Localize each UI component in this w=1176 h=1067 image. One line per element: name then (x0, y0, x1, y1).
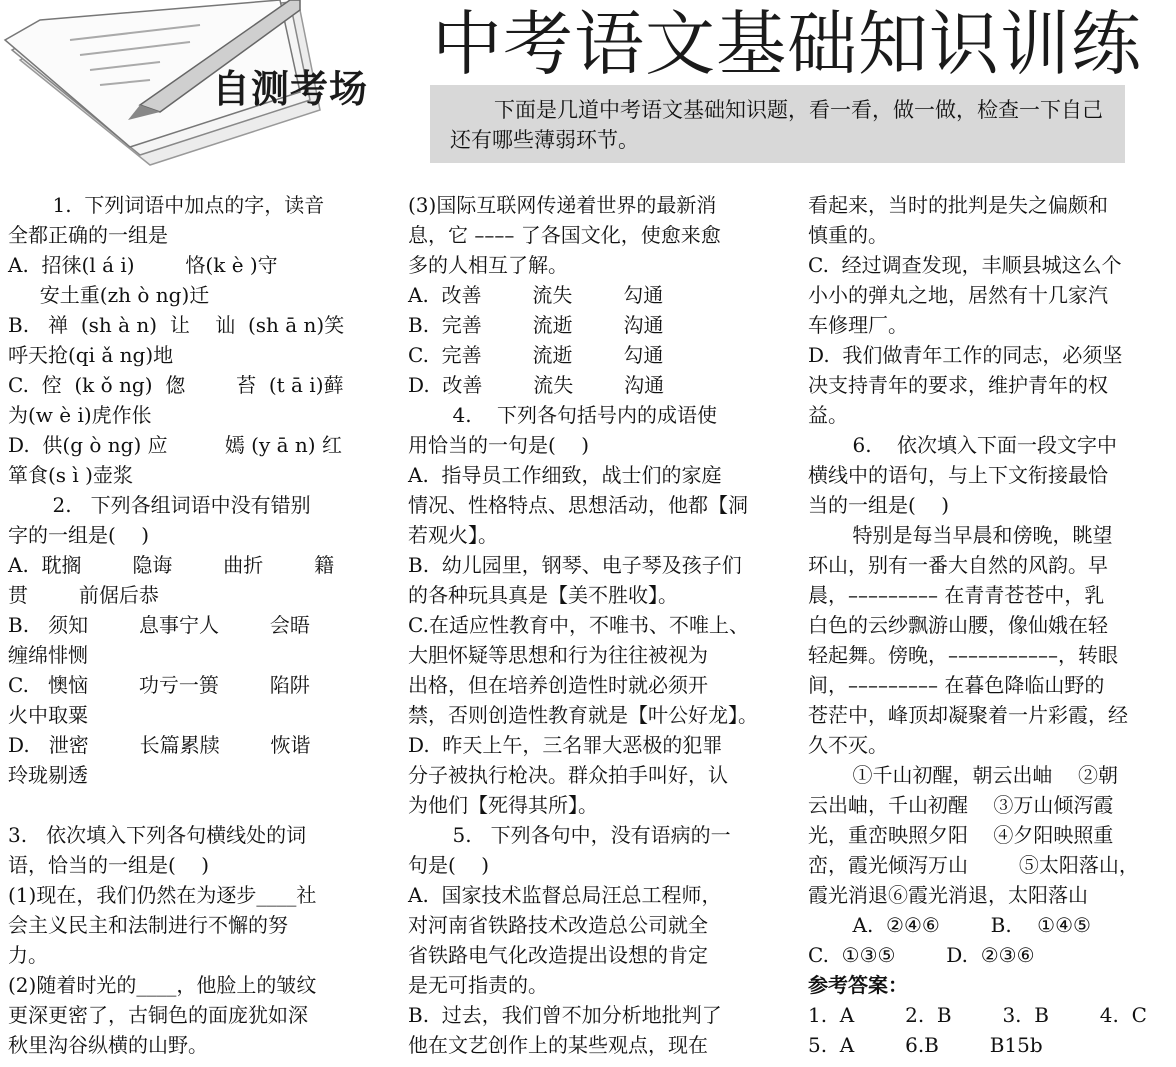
answers-line-2: 5. A 6.B B15b (808, 1033, 1043, 1057)
intro-box (430, 85, 1125, 163)
intro-text: 下面是几道中考语文基础知识题，看一看，做一做，检查一下自己还有哪些薄弱环节。 (450, 98, 1103, 152)
section-label: 自测考场 (212, 67, 369, 111)
column-2: (3)国际互联网传递着世界的最新消 息，它 –––– 了各国文化，使愈来愈 多的人相互了解。 A. 改善 流失 勾通 B. 完善 流逝 沟通 C. 完善 流逝 勾通 D. 改善 流失 沟通 4. 下列各句括号内的成语使 用恰当的一句是( ) A. 指导员工作细致，战士们的家庭 情况、性格特点、思想活动，他都【洞 若观火】。 B. 幼儿园里，钢琴、电子琴及孩子们 的各种玩具真是【美不胜收】。 C.在适应性教育中，不唯书、不唯上、 大胆怀疑等思想和行为往往被视为 出格，但在培养创造性时就必须开 禁，否则创造性教育就是【叶公好龙】。 D. 昨天上午，三名罪大恶极的犯罪 分子被执行枪决。群众拍手叫好，认 为他们【死得其所】。 5. 下列各句中，没有语病的一 句是( ) A. 国家技术监督总局汪总工程师， 对河南省铁路技术改造总公司就全 省铁路电气化改造提出设想的肯定 是无可指责的。 B. 过去，我们曾不加分析地批判了 他在文艺创作上的某些观点，现在 (408, 193, 758, 1057)
answers-title: 参考答案： (808, 973, 908, 997)
column-3-text: 看起来，当时的批判是失之偏颇和 慎重的。 C. 经过调查发现，丰顺县城这么个 小小的弹丸之地，居然有十几家汽 车修理厂。 D. 我们做青年工作的同志，必须坚 决支持青年的要求，维护青年的权 益。 6. 依次填入下面一段文字中 横线中的语句，与上下文衔接最恰 当的一组是( ) 特别是每当早晨和傍晚，眺望 环山，别有一番大自然的风韵。早 晨，––––––––– 在青青苍苍中，乳 白色的云纱飘游山腰，像仙娥在轻 轻起舞。傍晚，–––––––––––，转眼 间，––––––––– 在暮色降临山野的 苍茫中，峰顶却凝聚着一片彩霞，经 久不灭。 ①千山初醒，朝云出岫 ②朝 云出岫，千山初醒 ③万山倾泻霞 光，重峦映照夕阳 ④夕阳映照重 峦，霞光倾泻万山 ⑤太阳落山， 霞光消退⑥霞光消退，太阳落山 A. ②④⑥ B. ①④⑤ C. ①③⑤ D. ②③⑥ (808, 193, 1139, 967)
column-1: 1. 下列词语中加点的字，读音 全都正确的一组是 A. 招徕(l á i) 恪(k è )守 安土重(zh ò ng)迁 B. 禅 (sh à n) 让 讪 (sh ā n)笑 呼天抢(qi ǎ ng)地 C. 倥 (k ǒ ng) 偬 苔 (t ā i)藓 为(w è i)虎作伥 D. 供(g ò ng) 应 嫣 (y ā n) 红 箪食(s ì )壶浆 2. 下列各组词语中没有错别 字的一组是( ) A. 耽搁 隐诲 曲折 籍 贯 前倨后恭 B. 须知 息事宁人 会晤 缠绵悱恻 C. 懊恼 功亏一篑 陷阱 火中取粟 D. 泄密 长篇累牍 恢谐 玲珑剔透 3. 依次填入下列各句横线处的词 语，恰当的一组是( ) (1)现在，我们仍然在为逐步____社 会主义民主和法制进行不懈的努 力。 (2)随着时光的____，他脸上的皱纹 更深更密了，古铜色的面庞犹如深 秋里沟谷纵横的山野。 (8, 193, 345, 1057)
header-logo (0, 0, 400, 170)
page-title: 中考语文基础知识训练 (432, 3, 1142, 85)
answers-line-1: 1. A 2. B 3. B 4. C (808, 1003, 1147, 1027)
column-3 (808, 190, 1163, 1060)
